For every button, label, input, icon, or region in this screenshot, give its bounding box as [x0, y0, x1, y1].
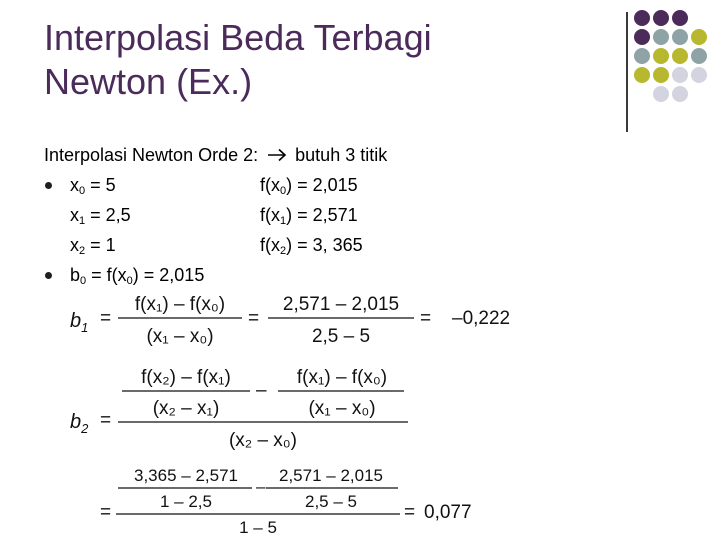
b2-n2-denominator: 2,5 – 5	[305, 492, 357, 511]
b2-n-minus-sign: –	[256, 477, 266, 496]
title-line-1: Interpolasi Beda Terbagi	[44, 17, 432, 58]
title-line-2: Newton (Ex.)	[44, 61, 253, 102]
b2-result-eq-sign: =	[404, 502, 416, 523]
b2-n1-numerator: 3,365 – 2,571	[134, 466, 238, 485]
fx2-value: $f(x_2) = 3$, 365	[260, 235, 363, 257]
b2-n2-numerator: 2,571 – 2,015	[279, 466, 383, 485]
fx1-value: $f(x_1) = 2,571$	[260, 205, 358, 227]
b1-eq-sign-2: =	[248, 308, 260, 329]
x2-value: $x_2 = 1$	[70, 235, 116, 257]
b0-equation: $b_0 = f(x_0) = 2,015$	[70, 265, 205, 287]
b1-result: –0,222	[452, 308, 511, 329]
b1-num-denominator: 2,5 – 5	[311, 326, 371, 347]
fx0-value: $f(x_0) = 2,015$	[260, 175, 358, 197]
b1-formula	[70, 294, 510, 347]
b2-eq-sign: =	[100, 410, 112, 431]
intro-after: butuh 3 titik	[295, 145, 388, 165]
b1-sym-numerator: f(x₁) – f(x₀)	[134, 294, 226, 315]
b2-term1-numerator: f(x₂) – f(x₁)	[141, 367, 231, 388]
b2-n-outer-denominator: 1 – 5	[239, 518, 277, 537]
b2-result: 0,077	[424, 502, 472, 523]
b2-n1-denominator: 1 – 2,5	[160, 492, 212, 511]
b2-term1-denominator: (x₂ – x₁)	[152, 398, 220, 419]
intro-text: Interpolasi Newton Orde 2:	[44, 145, 259, 165]
b2-numeric-formula	[100, 466, 472, 537]
b2-label: $b_2$	[70, 411, 89, 436]
b2-numeric-eq-sign: =	[100, 502, 112, 523]
b1-sym-denominator: (x₁ – x₀)	[146, 326, 214, 347]
b1-label: $b_1$	[70, 310, 89, 335]
b2-outer-denominator: (x₂ – x₀)	[228, 430, 298, 451]
b1-eq-sign: =	[100, 308, 112, 329]
b1-eq-sign-3: =	[420, 308, 432, 329]
b1-num-numerator: 2,571 – 2,015	[282, 294, 400, 315]
x0-value: $x_0 = 5$	[70, 175, 116, 197]
b2-minus-sign: –	[256, 380, 267, 401]
x1-value: $x_1 = 2,5$	[70, 205, 131, 227]
b2-formula	[70, 367, 408, 451]
b2-term2-numerator: f(x₁) – f(x₀)	[296, 367, 388, 388]
b2-term2-denominator: (x₁ – x₀)	[308, 398, 376, 419]
